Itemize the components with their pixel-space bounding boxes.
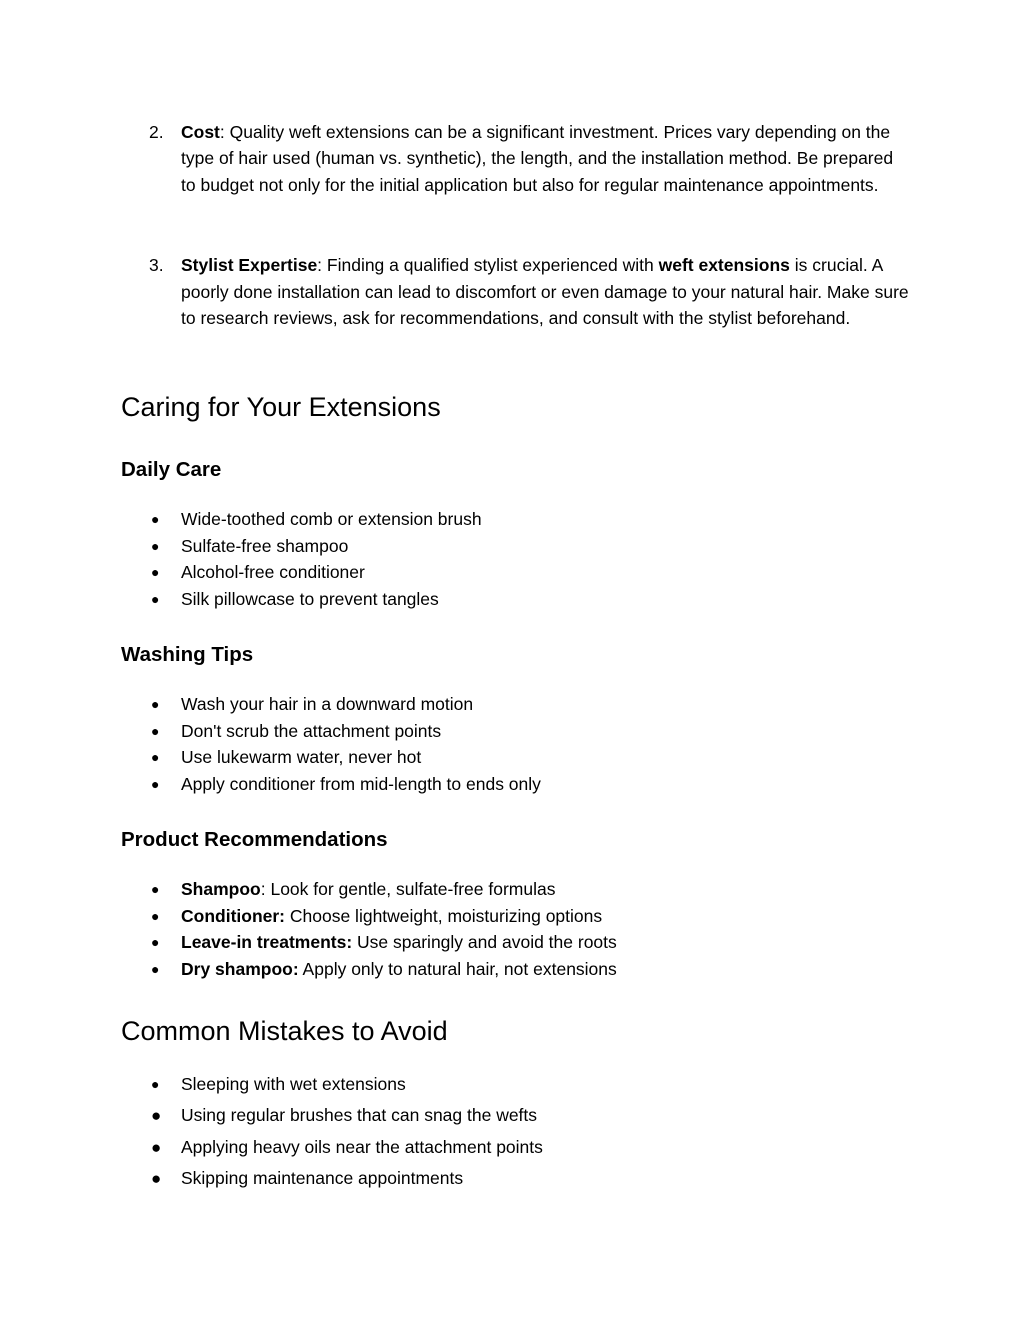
numbered-item-text [181, 119, 911, 199]
bullet-icon: ● [151, 696, 160, 712]
bullet-icon: ● [151, 1106, 162, 1126]
item-body: : Quality weft extensions can be a significant investment. Prices vary depending on the type of hair used (human vs. synthetic), the length, and the installation method. Be prepared to budget not only for the initial application but also for regular maintenance appointments. [181, 121, 894, 195]
item-body-after: is crucial. A poorly done installation can lead to discomfort or even damage to your natural hair. Make sure to research reviews, ask for recommendations, and consult with the stylist beforehand. [181, 255, 909, 329]
bullet-icon: ● [151, 564, 160, 581]
inline-bold: weft extensions [658, 255, 790, 275]
item-label: Shampoo [181, 879, 261, 899]
subheading-washing-tips: Washing Tips [121, 643, 254, 666]
list-item: ● Applying heavy oils near the attachment points [121, 1132, 921, 1163]
bullet-icon: ● [151, 1076, 160, 1092]
section-heading-caring: Caring for Your Extensions [121, 392, 441, 422]
bold-lead: Cost [181, 121, 220, 142]
numbered-item-text [181, 252, 911, 332]
list-item: ● Conditioner: Choose lightweight, moisturizing options [121, 903, 921, 930]
item-label: Conditioner: [181, 905, 286, 926]
list-item: ● Shampoo: Look for gentle, sulfate-free formulas [121, 876, 921, 903]
bullet-icon: ● [151, 776, 160, 793]
list-item: ● Wash your hair in a downward motion [121, 691, 921, 718]
bullet-icon: ● [151, 961, 160, 978]
bullet-icon: ● [151, 907, 160, 924]
list-item: ● Skipping maintenance appointments [121, 1163, 921, 1194]
bullet-icon: ● [151, 1168, 162, 1188]
bullet-icon: ● [151, 722, 160, 739]
subheading-daily-care: Daily Care [121, 458, 222, 481]
list-item: ● Leave-in treatments: Use sparingly and avoid the roots [121, 929, 921, 956]
bullet-icon: ● [151, 934, 160, 951]
list-item: ● Alcohol-free conditioner [121, 559, 921, 586]
list-item: ● Don't scrub the attachment points [121, 718, 921, 745]
washing-tips-list [121, 691, 921, 798]
list-item: ● Apply conditioner from mid-length to ends only [121, 771, 921, 798]
subheading-product-recommendations: Product Recommendations [121, 828, 388, 851]
bullet-icon: ● [151, 749, 160, 766]
item-body-before: : Finding a qualified stylist experienced with [317, 255, 659, 275]
section-heading-mistakes: Common Mistakes to Avoid [121, 1016, 448, 1046]
product-recommendations-list [121, 876, 921, 983]
list-number: 2. [149, 121, 164, 142]
item-label: Dry shampoo: [181, 959, 299, 980]
bullet-icon: ● [151, 1137, 162, 1157]
bullet-icon: ● [151, 537, 160, 554]
mistakes-list [121, 1069, 921, 1194]
bold-lead: Stylist Expertise [181, 255, 318, 275]
bullet-icon: ● [151, 511, 160, 527]
list-item: ● Sulfate-free shampoo [121, 533, 921, 560]
bullet-icon: ● [151, 881, 160, 897]
list-number: 3. [149, 255, 164, 275]
list-item: ● Use lukewarm water, never hot [121, 744, 921, 771]
list-item: ● Sleeping with wet extensions [121, 1069, 921, 1100]
item-label: Leave-in treatments: [181, 932, 353, 953]
daily-care-list [121, 506, 921, 613]
list-item: ● Silk pillowcase to prevent tangles [121, 586, 921, 613]
list-item: ● Dry shampoo: Apply only to natural hair, not extensions [121, 956, 921, 983]
bullet-icon: ● [151, 591, 160, 608]
list-item: ● Using regular brushes that can snag the wefts [121, 1100, 921, 1131]
list-item: ● Wide-toothed comb or extension brush [121, 506, 921, 533]
